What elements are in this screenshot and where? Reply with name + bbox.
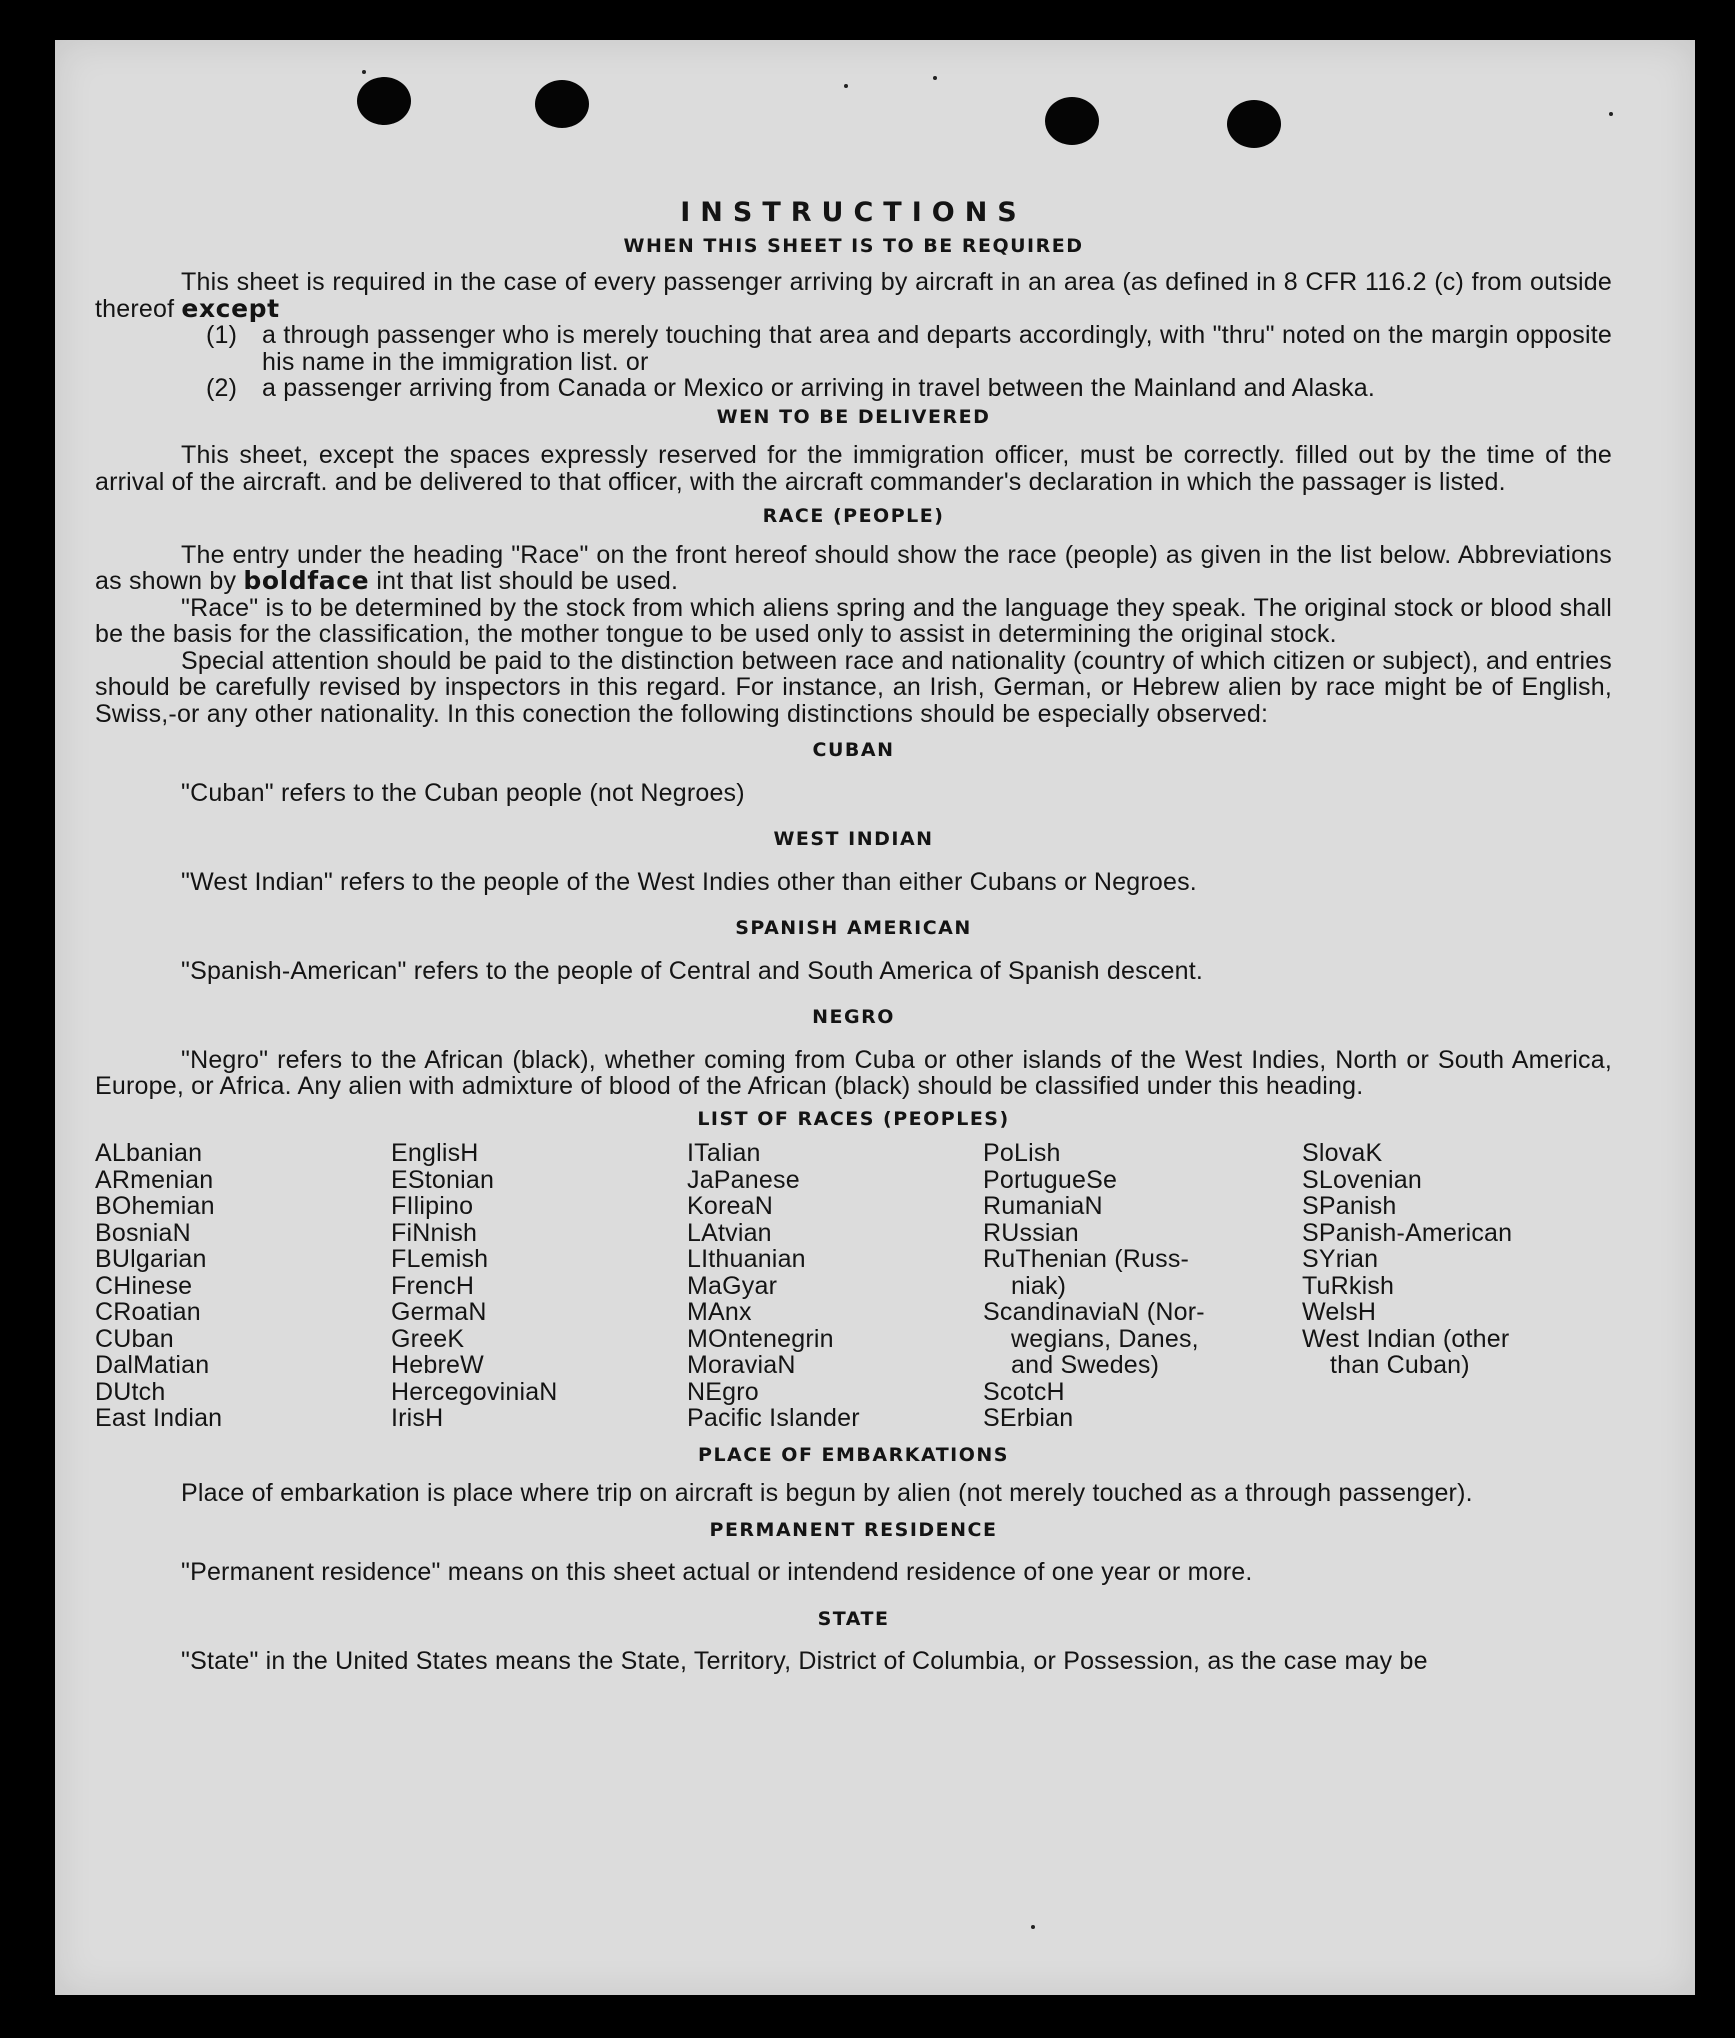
- race-entry: RUssian: [983, 1218, 1079, 1247]
- speck: [1609, 112, 1613, 116]
- race-entry: EStonian: [391, 1165, 495, 1194]
- race-entry: CRoatian: [95, 1298, 201, 1326]
- races-column-4: [983, 1140, 1302, 1432]
- race-entry: SPanish-American: [1302, 1218, 1513, 1247]
- race-entry: BOhemian: [95, 1192, 215, 1220]
- race-entry: BosniaN: [95, 1218, 191, 1247]
- race-entry: IrisH: [391, 1404, 444, 1432]
- race-entry: KoreaN: [687, 1192, 773, 1220]
- speck: [1031, 1925, 1035, 1929]
- when-required-heading: WHEN THIS SHEET IS TO BE REQUIRED: [623, 234, 1084, 257]
- exception-text: a passenger arriving from Canada or Mexico or arriving in travel between the Mainland and Alaska.: [262, 374, 1376, 402]
- race-entry: LIthuanian: [687, 1245, 806, 1273]
- instructions-content: [95, 180, 1612, 1675]
- cuban-paragraph: "Cuban" refers to the Cuban people (not Negroes): [181, 778, 745, 807]
- race-paragraph-1: [95, 542, 1612, 595]
- race-paragraph-2: "Race" is to be determined by the stock from which aliens spring and the language they speak. The original stock or blood shall be the basis for the classification, the mother tongue to be used only to assist in determining the original stock.: [95, 593, 1612, 648]
- exception-item: [206, 375, 1612, 402]
- state-heading: STATE: [817, 1607, 890, 1630]
- west-indian-heading: WEST INDIAN: [773, 828, 934, 850]
- residence-paragraph: "Permanent residence" means on this sheet actual or intendend residence of one year or more.: [181, 1558, 1253, 1586]
- race-entry-continued: wegians, Danes,: [1011, 1324, 1199, 1353]
- race-entry-continued: niak): [1011, 1271, 1067, 1300]
- required-intro-text: This sheet is required in the case of every passenger arriving by aircraft in an area (as defined in 8 CFR 116.2 (c) from outside thereof: [95, 268, 1612, 323]
- state-paragraph: "State" in the United States means the State, Territory, District of Columbia, or Possession, as the case may be: [181, 1647, 1428, 1675]
- race-entry: ARmenian: [95, 1165, 214, 1194]
- race-entry: CUban: [95, 1324, 174, 1353]
- negro-paragraph: "Negro" refers to the African (black), whether coming from Cuba or other islands of the West Indies, North or South America, Europe, or Africa. Any alien with admixture of blood of the African (black) should be classified under this heading.: [95, 1045, 1612, 1100]
- exception-number: (1): [206, 321, 238, 349]
- race-p1-text-end: int that list should be used.: [376, 567, 679, 595]
- exception-item: [206, 322, 1612, 375]
- race-entry: FrencH: [391, 1271, 475, 1300]
- spanish-american-paragraph: "Spanish-American" refers to the people of Central and South America of Spanish descent.: [181, 956, 1204, 985]
- race-entry: HebreW: [391, 1351, 484, 1379]
- race-entry: SPanish: [1302, 1192, 1397, 1220]
- speck: [933, 76, 937, 80]
- race-p1-text: The entry under the heading "Race" on the front hereof should show the race (people) as given in the list below. Abbreviations as shown by: [95, 540, 1612, 595]
- permanent-residence-heading: PERMANENT RESIDENCE: [709, 1518, 998, 1541]
- race-entry: SLovenian: [1302, 1165, 1422, 1194]
- list-of-races-heading: LIST OF RACES (PEOPLES): [697, 1107, 1010, 1130]
- race-entry: ScotcH: [983, 1377, 1065, 1406]
- place-of-embarkation-heading: PLACE OF EMBARKATIONS: [698, 1443, 1009, 1466]
- race-entry: EnglisH: [391, 1139, 479, 1167]
- race-heading: RACE (PEOPLE): [762, 505, 945, 527]
- punch-hole: [1227, 100, 1281, 148]
- exception-text: a through passenger who is merely touching that area and departs accordingly, with "thru" noted on the margin opposite his name in the immigration list. or: [262, 321, 1612, 376]
- exception-number: (2): [206, 374, 238, 402]
- race-entry: JaPanese: [687, 1165, 800, 1194]
- race-entry: MaGyar: [687, 1271, 778, 1300]
- document-page: [55, 40, 1695, 1995]
- race-entry: RumaniaN: [983, 1192, 1103, 1220]
- instructions-title: INSTRUCTIONS: [680, 197, 1027, 228]
- race-entry: HercegoviniaN: [391, 1377, 558, 1406]
- cuban-heading: CUBAN: [812, 739, 895, 761]
- speck: [844, 84, 848, 88]
- races-column-1: [95, 1140, 391, 1432]
- boldface-keyword: boldface: [243, 566, 370, 595]
- race-entry: ALbanian: [95, 1139, 203, 1167]
- race-entry: PortugueSe: [983, 1165, 1118, 1194]
- race-entry: FIlipino: [391, 1192, 474, 1220]
- race-entry: DUtch: [95, 1377, 166, 1406]
- embarkation-paragraph: Place of embarkation is place where trip on aircraft is begun by alien (not merely touched as a through passenger).: [181, 1479, 1473, 1507]
- race-entry: MAnx: [687, 1298, 752, 1326]
- race-entry: GreeK: [391, 1324, 465, 1353]
- races-column-5: [1302, 1140, 1612, 1432]
- required-intro: [95, 269, 1612, 322]
- punch-hole: [1045, 97, 1099, 145]
- race-entry: MOntenegrin: [687, 1324, 834, 1353]
- races-list: [95, 1140, 1612, 1432]
- race-entry: FLemish: [391, 1245, 489, 1273]
- race-entry: MoraviaN: [687, 1351, 796, 1379]
- race-entry: ITalian: [687, 1139, 761, 1167]
- races-column-3: [687, 1140, 983, 1432]
- race-entry: SErbian: [983, 1404, 1074, 1432]
- race-entry: FiNnish: [391, 1218, 478, 1247]
- west-indian-paragraph: "West Indian" refers to the people of the West Indies other than either Cubans or Negroes.: [181, 867, 1197, 896]
- race-entry: DalMatian: [95, 1351, 210, 1379]
- race-paragraph-3: Special attention should be paid to the distinction between race and nationality (country of which citizen or subject), and entries should be carefully revised by inspectors in this regard. For instance, an Irish, German, or Hebrew alien by race might be of English, Swiss,-or any other nationality. In this conection the following distinctions should be especially observed:: [95, 646, 1612, 728]
- race-entry: NEgro: [687, 1377, 759, 1406]
- race-entry: PoLish: [983, 1139, 1061, 1167]
- when-delivered-heading: WEN TO BE DELIVERED: [716, 405, 991, 428]
- race-entry: WelsH: [1302, 1298, 1377, 1326]
- speck: [362, 70, 366, 74]
- race-entry-continued: and Swedes): [1011, 1351, 1160, 1379]
- race-entry: LAtvian: [687, 1218, 772, 1247]
- race-entry: SlovaK: [1302, 1139, 1383, 1167]
- punch-hole: [535, 80, 589, 128]
- race-entry: SYrian: [1302, 1245, 1379, 1273]
- race-entry: West Indian (other: [1302, 1324, 1510, 1353]
- race-entry: TuRkish: [1302, 1271, 1395, 1300]
- spanish-american-heading: SPANISH AMERICAN: [735, 917, 972, 939]
- races-column-2: [391, 1140, 687, 1432]
- except-keyword: except: [181, 293, 280, 323]
- race-entry: Pacific Islander: [687, 1404, 860, 1432]
- race-entry-continued: than Cuban): [1330, 1351, 1470, 1379]
- race-entry: CHinese: [95, 1271, 193, 1300]
- punch-hole: [357, 77, 411, 125]
- negro-heading: NEGRO: [812, 1006, 895, 1028]
- delivered-paragraph: This sheet, except the spaces expressly reserved for the immigration officer, must be correctly. filled out by the time of the arrival of the aircraft. and be delivered to that officer, with the aircraft commander's declaration in which the passager is listed.: [95, 441, 1612, 496]
- race-entry: ScandinaviaN (Nor-: [983, 1298, 1205, 1326]
- race-entry: GermaN: [391, 1298, 487, 1326]
- race-entry: BUlgarian: [95, 1245, 207, 1273]
- race-entry: RuThenian (Russ-: [983, 1245, 1190, 1273]
- race-entry: East Indian: [95, 1404, 223, 1432]
